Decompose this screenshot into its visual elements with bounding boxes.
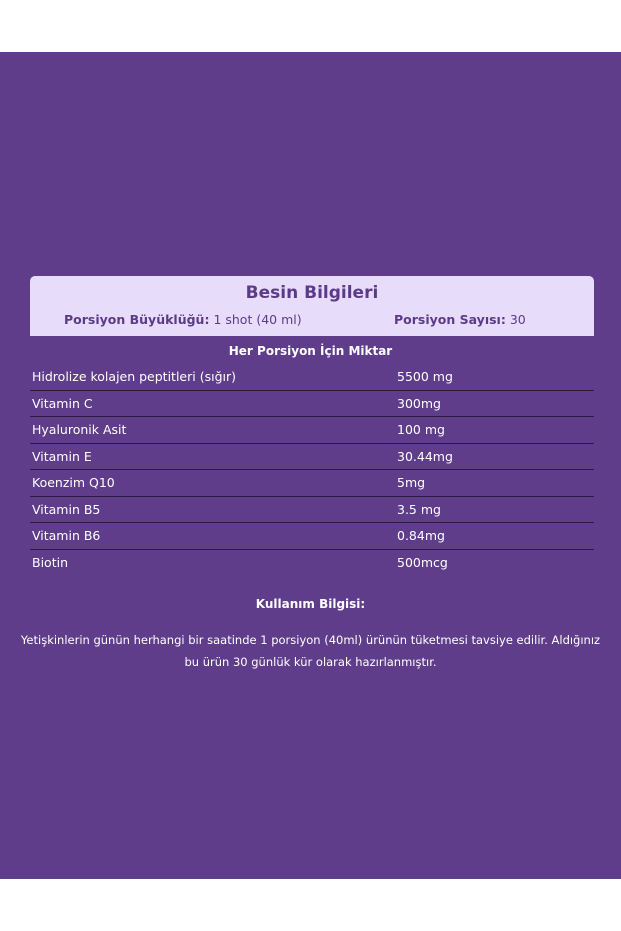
ingredient-name: Vitamin B6: [32, 528, 101, 543]
table-heading: Her Porsiyon İçin Miktar: [228, 344, 393, 358]
nutrition-title: Besin Bilgileri: [245, 283, 379, 303]
ingredient-name: Hyaluronik Asit: [32, 422, 127, 437]
ingredient-name: Koenzim Q10: [32, 475, 115, 490]
serving-count-label: Porsiyon Sayısı:: [394, 312, 506, 327]
nutrition-header: [30, 276, 594, 336]
table-row: [30, 497, 594, 524]
table-row: [30, 523, 594, 550]
ingredient-amount: 5500 mg: [397, 369, 453, 384]
table-row: [30, 470, 594, 497]
ingredient-amount: 500mcg: [397, 554, 448, 570]
ingredient-amount: 100 mg: [397, 422, 445, 437]
table-row: [30, 417, 594, 444]
ingredient-amount: 30.44mg: [397, 448, 453, 464]
serving-count: [394, 312, 526, 327]
ingredient-amount: 0.84mg: [397, 528, 445, 543]
serving-size-value: 1 shot (40 ml): [213, 312, 302, 327]
table-row: [30, 444, 594, 471]
table-row: [30, 391, 594, 418]
ingredient-name: Vitamin C: [32, 395, 93, 411]
serving-size: [64, 312, 302, 327]
ingredient-name: Vitamin B5: [32, 501, 101, 517]
ingredient-amount: 300mg: [397, 395, 441, 411]
table-row: [30, 550, 594, 576]
ingredient-name: Biotin: [32, 554, 68, 570]
usage-title: Kullanım Bilgisi:: [255, 597, 366, 611]
serving-count-value: 30: [509, 312, 526, 327]
usage-text: Yetişkinlerin günün herhangi bir saatinde 1 porsiyon (40ml) ürünün tüketmesi tavsiye edilir. Aldığınız bu ürün 30 günlük kür olarak hazırlanmıştır.: [20, 633, 601, 669]
ingredient-amount: 3.5 mg: [397, 501, 441, 517]
ingredient-name: Vitamin E: [32, 448, 92, 464]
ingredient-amount: 5mg: [397, 475, 426, 490]
serving-size-label: Porsiyon Büyüklüğü:: [64, 312, 210, 327]
table-row: [30, 364, 594, 391]
nutrition-panel: [0, 52, 621, 879]
nutrition-table: [30, 364, 594, 575]
ingredient-name: Hidrolize kolajen peptitleri (sığır): [32, 369, 236, 384]
